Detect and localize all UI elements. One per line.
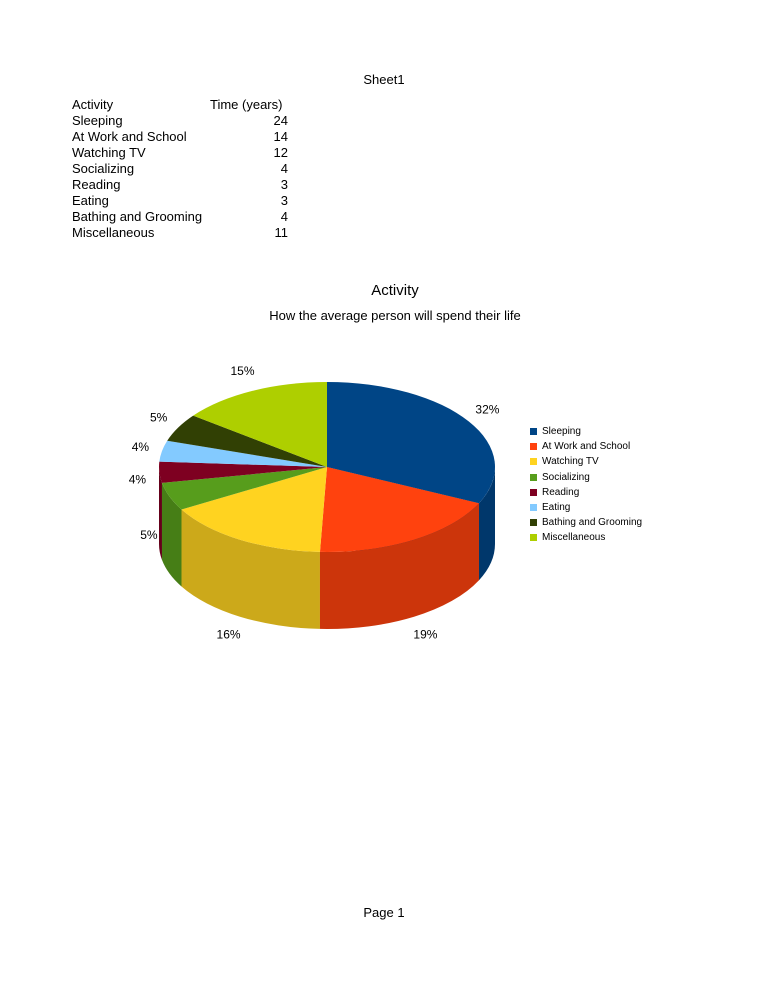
legend-swatch <box>530 443 537 450</box>
pie-slice-label: 19% <box>413 627 438 642</box>
legend-label: Sleeping <box>542 426 581 438</box>
cell-time: 14 <box>273 129 288 144</box>
cell-time: 3 <box>280 193 288 208</box>
legend-swatch <box>530 428 537 435</box>
pie-slice-label: 4% <box>128 472 147 487</box>
pie-slice-label: 5% <box>140 528 158 543</box>
pie-slice-label: 32% <box>475 402 500 417</box>
chart-legend <box>530 424 642 546</box>
pie-slice-label: 16% <box>216 627 241 642</box>
cell-activity: Miscellaneous <box>72 225 155 240</box>
chart-title: Activity <box>371 282 419 299</box>
legend-label: Bathing and Grooming <box>542 517 643 529</box>
legend-swatch <box>530 534 537 541</box>
legend-item <box>530 485 642 500</box>
legend-label: At Work and School <box>542 441 631 453</box>
legend-label: Reading <box>542 486 580 498</box>
chart-subtitle: How the average person will spend their life <box>269 308 521 323</box>
cell-time: 3 <box>280 177 288 192</box>
cell-time: 12 <box>273 145 288 160</box>
legend-swatch <box>530 458 537 465</box>
legend-swatch <box>530 504 537 511</box>
legend-item <box>530 454 642 469</box>
legend-item <box>530 439 642 454</box>
legend-item <box>530 470 642 485</box>
cell-activity: Bathing and Grooming <box>72 209 203 224</box>
cell-activity: Sleeping <box>72 113 123 128</box>
cell-time: 4 <box>280 209 288 224</box>
legend-swatch <box>530 519 537 526</box>
pie-slice-label: 4% <box>131 439 150 454</box>
cell-time: 11 <box>274 225 288 240</box>
legend-item <box>530 515 642 530</box>
pie-top-faces <box>159 382 495 552</box>
cell-activity: At Work and School <box>72 129 187 144</box>
cell-activity: Watching TV <box>72 145 146 160</box>
pie-slice-label: 5% <box>149 410 168 425</box>
cell-activity: Eating <box>72 193 109 208</box>
sheet-title: Sheet1 <box>363 72 405 87</box>
legend-label: Socializing <box>542 471 590 483</box>
legend-label: Watching TV <box>542 456 599 468</box>
pie-slice-label: 15% <box>230 364 255 379</box>
cell-time: 24 <box>273 113 288 128</box>
legend-item <box>530 424 642 439</box>
header-time: Time (years) <box>210 97 283 112</box>
legend-swatch <box>530 489 537 496</box>
page-footer: Page 1 <box>363 905 405 920</box>
legend-label: Miscellaneous <box>542 532 606 544</box>
legend-swatch <box>530 474 537 481</box>
legend-item <box>530 530 642 545</box>
legend-item <box>530 500 642 515</box>
cell-time: 4 <box>280 161 288 176</box>
cell-activity: Reading <box>72 177 121 192</box>
legend-label: Eating <box>542 502 571 514</box>
header-activity: Activity <box>72 97 114 112</box>
cell-activity: Socializing <box>72 161 135 176</box>
